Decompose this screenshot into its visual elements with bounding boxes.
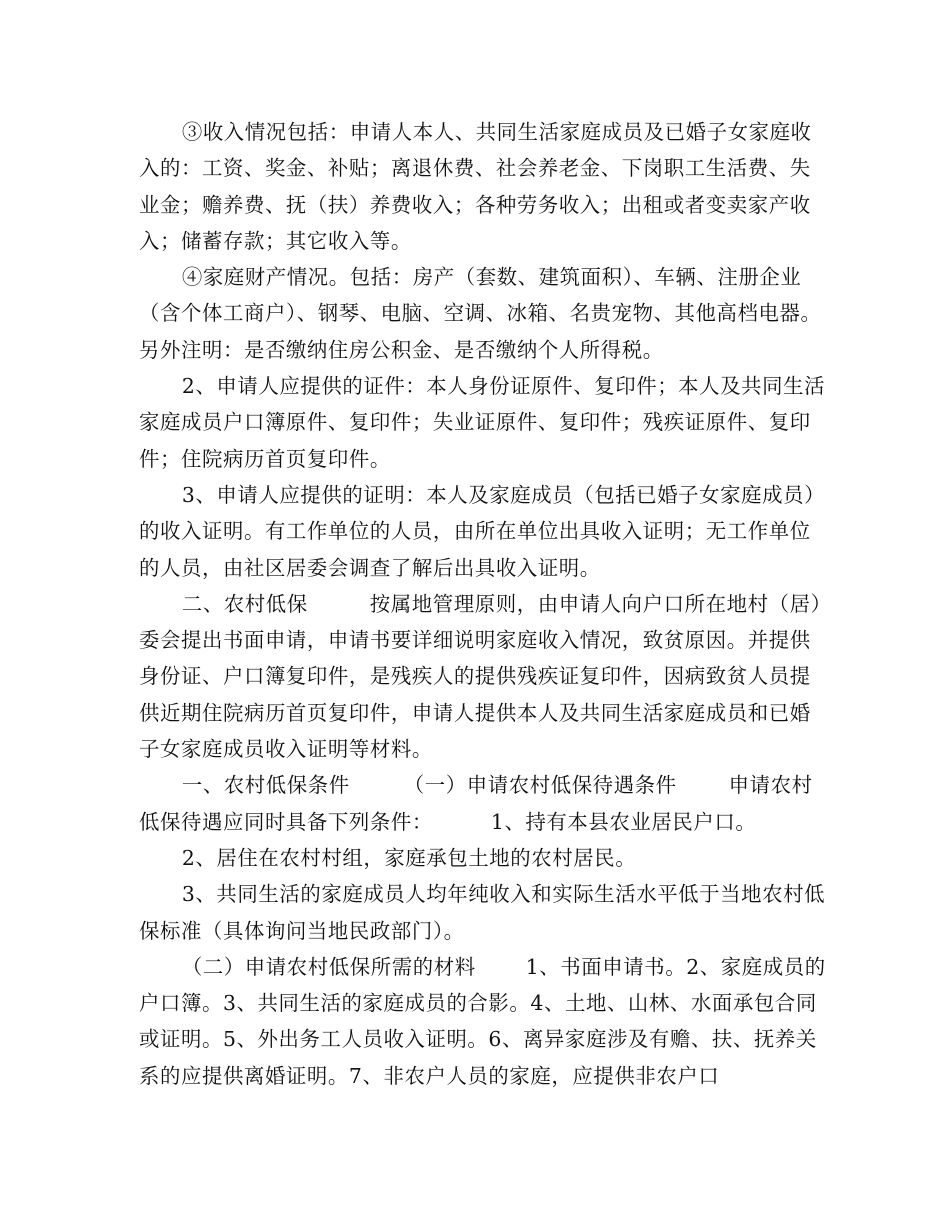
- paragraph-certificates: 3、申请人应提供的证明：本人及家庭成员（包括已婚子女家庭成员）的收入证明。有工作单位的人员，由所在单位出具收入证明；无工作单位的人员，由社区居委会调查了解后出具收入证明。: [139, 482, 826, 580]
- paragraph-documents: 2、申请人应提供的证件：本人身份证原件、复印件；本人及共同生活家庭成员户口簿原件、复印件；失业证原件、复印件；残疾证原件、复印件；住院病历首页复印件。: [139, 374, 826, 471]
- condition-item-2: 2、居住在农村村组，家庭承包土地的农村居民。: [181, 845, 637, 870]
- section-heading-rural: 二、农村低保: [181, 591, 308, 616]
- paragraph-property: ④家庭财产情况。包括：房产（套数、建筑面积）、车辆、注册企业（含个体工商户）、钢琴、电脑、空调、冰箱、名贵宠物、其他高档电器。另外注明：是否缴纳住房公积金、是否缴纳个人所得税。: [139, 265, 822, 362]
- materials-list: 1、书面申请书。2、家庭成员的户口簿。3、共同生活的家庭成员的合影。4、土地、山林、水面承包合同或证明。5、外出务工人员收入证明。6、离异家庭涉及有赡、扶、抚养关系的应提供离婚证明。7、非农户人员的家庭，应提供非农户口: [139, 954, 826, 1088]
- paragraph-rural-minimum: [139, 586, 829, 767]
- paragraph-conditions: [139, 767, 829, 840]
- paragraph-income: ③收入情况包括：申请人本人、共同生活家庭成员及已婚子女家庭收入的：工资、奖金、补贴；离退休费、社会养老金、下岗职工生活费、失业金；赡养费、抚（扶）养费收入；各种劳务收入；出租或者变卖家产收入；储蓄存款；其它收入等。: [139, 120, 812, 253]
- conditions-intro: 申请农村低保待遇应同时具备下列条件：: [139, 773, 813, 834]
- condition-item-3: 3、共同生活的家庭成员人均年纯收入和实际生活水平低于当地农村低保标准（具体询问当地民政部门）。: [139, 882, 826, 943]
- paragraph-materials: [139, 949, 829, 1094]
- document-page: [139, 114, 829, 1094]
- conditions-subheading: （一）申请农村低保待遇条件: [403, 773, 677, 798]
- conditions-heading: 一、农村低保条件: [181, 773, 350, 798]
- condition-item-1: 1、持有本县农业居民户口。: [490, 809, 757, 834]
- materials-heading: （二）申请农村低保所需的材料: [181, 954, 476, 979]
- section-body-rural: 按属地管理原则，由申请人向户口所在地村（居）委会提出书面申请，申请书要详细说明家庭收入情况，致贫原因。并提供身份证、户口簿复印件，是残疾人的提供残疾证复印件，因病致贫人员提供近期住院病历首页复印件，申请人提供本人及共同生活家庭成员和已婚子女家庭成员收入证明等材料。: [139, 591, 822, 762]
